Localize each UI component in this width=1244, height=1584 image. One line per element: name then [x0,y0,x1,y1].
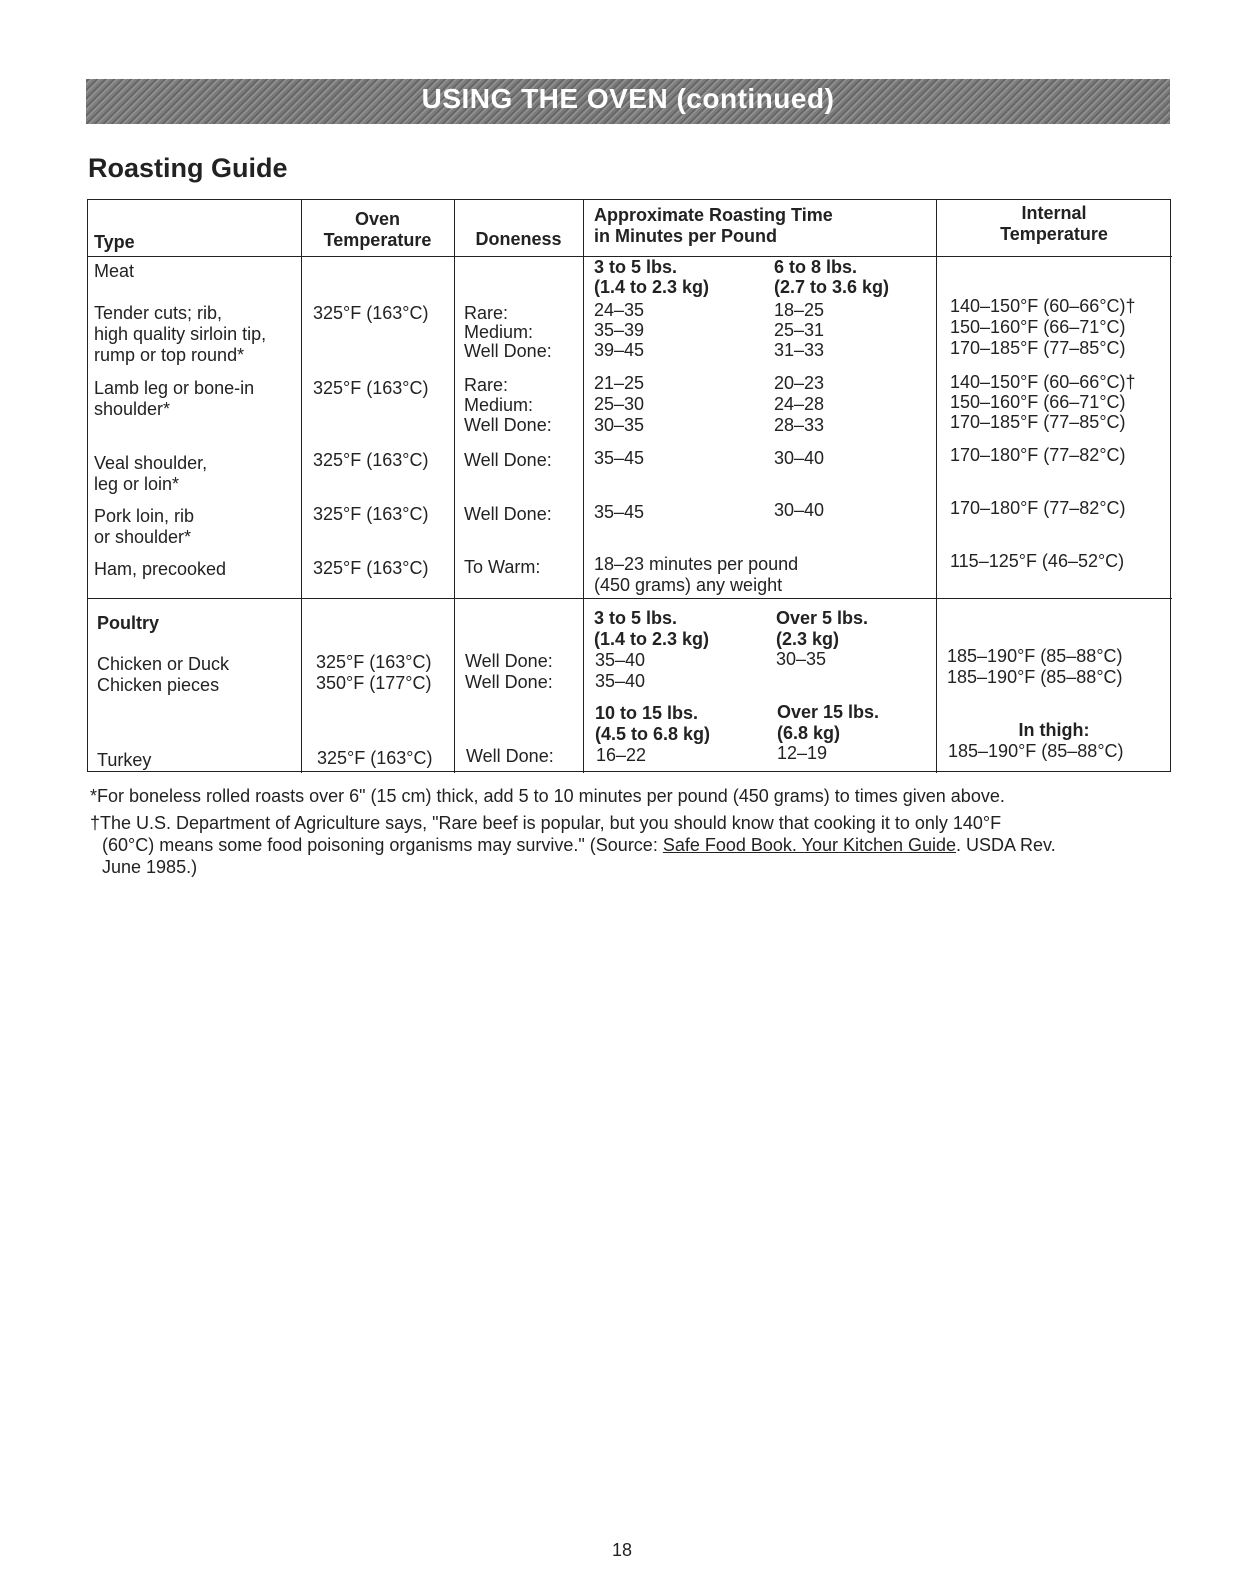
internal-thigh-label: In thigh: [1018,720,1090,740]
doneness-pork: Well Done: [464,504,552,524]
footnote-dagger-2c: . USDA Rev. [956,835,1056,855]
internal-ham: 115–125°F (46–52°C) [950,551,1125,571]
oven-pieces: 350°F (177°C) [316,673,432,693]
footnote-dagger-1: †The U.S. Department of Agriculture says, "Rare beef is popular, but you should know that cooking it to only 140°F [90,813,1002,833]
header-time-2: in Minutes per Pound [594,226,777,246]
time-tender-2a: 18–25 [774,300,825,320]
type-turkey: Turkey [97,750,152,770]
internal-chicken: 185–190°F (85–88°C) [947,646,1123,666]
time-turkey-2: 12–19 [777,743,828,763]
weight-poultry-2a: Over 5 lbs. [776,608,869,628]
oven-veal: 325°F (163°C) [313,450,429,470]
internal-tender-3: 170–185°F (77–85°C) [950,338,1126,358]
time-veal-2: 30–40 [774,448,825,468]
type-lamb-1: Lamb leg or bone-in [94,378,255,398]
source-title: Safe Food Book. Your Kitchen Guide [662,835,957,855]
time-lamb-1a: 21–25 [594,373,645,393]
weight-poultry-3b: (4.5 to 6.8 kg) [595,724,711,744]
internal-lamb-2: 150–160°F (66–71°C) [950,392,1126,412]
time-lamb-2a: 20–23 [774,373,825,393]
time-tender-1a: 24–35 [594,300,645,320]
doneness-pieces: Well Done: [465,672,553,692]
internal-tender-2: 150–160°F (66–71°C) [950,317,1126,337]
footnote-dagger-2 [102,835,1056,856]
time-chicken-2: 30–35 [776,649,827,669]
type-veal-2: leg or loin* [94,474,180,494]
weight-poultry-4b: (6.8 kg) [777,723,841,743]
weight-meat-1b: (1.4 to 2.3 kg) [594,277,710,297]
banner-title: USING THE OVEN (continued) [421,83,835,114]
internal-lamb-3: 170–185°F (77–85°C) [950,412,1126,432]
time-veal-1: 35–45 [594,448,645,468]
doneness-lamb-2: Medium: [464,395,534,415]
time-pork-1: 35–45 [594,502,645,522]
time-pork-2: 30–40 [774,500,825,520]
header-time-1: Approximate Roasting Time [594,205,833,225]
doneness-turkey: Well Done: [466,746,554,766]
weight-meat-1a: 3 to 5 lbs. [594,257,678,277]
weight-poultry-1b: (1.4 to 2.3 kg) [594,629,710,649]
header-doneness: Doneness [475,229,562,249]
oven-chicken: 325°F (163°C) [316,652,432,672]
oven-ham: 325°F (163°C) [313,558,429,578]
oven-turkey: 325°F (163°C) [317,748,433,768]
doneness-lamb-1: Rare: [464,375,509,395]
time-tender-2b: 25–31 [774,320,825,340]
weight-meat-2b: (2.7 to 3.6 kg) [774,277,890,297]
doneness-ham: To Warm: [464,557,541,577]
footnote-dagger-2a: (60°C) means some food poisoning organisms may survive." (Source: [102,835,663,855]
internal-turkey: 185–190°F (85–88°C) [948,741,1124,761]
time-lamb-1c: 30–35 [594,415,645,435]
header-internal-2: Temperature [1000,224,1108,244]
time-tender-1b: 35–39 [594,320,645,340]
doneness-lamb-3: Well Done: [464,415,552,435]
time-pieces-1: 35–40 [595,671,646,691]
time-chicken-1: 35–40 [595,650,646,670]
internal-pieces: 185–190°F (85–88°C) [947,667,1123,687]
doneness-tender-1: Rare: [464,303,509,323]
time-lamb-2c: 28–33 [774,415,825,435]
weight-poultry-4a: Over 15 lbs. [777,702,880,722]
internal-lamb-1: 140–150°F (60–66°C)† [950,372,1136,392]
header-internal-1: Internal [1021,203,1087,223]
type-veal-1: Veal shoulder, [94,453,208,473]
weight-poultry-3a: 10 to 15 lbs. [595,703,699,723]
time-ham-1: 18–23 minutes per pound [594,554,799,574]
time-tender-1c: 39–45 [594,340,645,360]
oven-tender: 325°F (163°C) [313,303,429,323]
header-oven-1: Oven [354,209,401,229]
type-pieces: Chicken pieces [97,675,220,695]
time-turkey-1: 16–22 [596,745,647,765]
time-lamb-1b: 25–30 [594,394,645,414]
internal-veal: 170–180°F (77–82°C) [950,445,1126,465]
type-ham: Ham, precooked [94,559,227,579]
doneness-tender-3: Well Done: [464,341,552,361]
type-pork-1: Pork loin, rib [94,506,195,526]
oven-pork: 325°F (163°C) [313,504,429,524]
category-meat: Meat [94,261,135,281]
header-oven-2: Temperature [323,230,432,250]
weight-poultry-2b: (2.3 kg) [776,629,840,649]
internal-pork: 170–180°F (77–82°C) [950,498,1126,518]
weight-meat-2a: 6 to 8 lbs. [774,257,858,277]
type-lamb-2: shoulder* [94,399,171,419]
doneness-chicken: Well Done: [465,651,553,671]
roasting-table [87,199,1171,772]
page-title: Roasting Guide [88,153,288,183]
internal-tender-1: 140–150°F (60–66°C)† [950,296,1136,316]
type-chicken: Chicken or Duck [97,654,230,674]
time-ham-2: (450 grams) any weight [594,575,783,595]
time-lamb-2b: 24–28 [774,394,825,414]
time-tender-2c: 31–33 [774,340,825,360]
doneness-veal: Well Done: [464,450,552,470]
type-tender-1: Tender cuts; rib, [94,303,223,323]
type-tender-2: high quality sirloin tip, [94,324,267,344]
type-tender-3: rump or top round* [94,345,245,365]
type-pork-2: or shoulder* [94,527,192,547]
category-poultry: Poultry [97,613,160,633]
page-number: 18 [611,1540,633,1560]
footnote-dagger-3: June 1985.) [102,857,198,877]
oven-lamb: 325°F (163°C) [313,378,429,398]
weight-poultry-1a: 3 to 5 lbs. [594,608,678,628]
section-banner [86,79,1170,124]
doneness-tender-2: Medium: [464,322,534,342]
header-type: Type [94,232,135,252]
footnote-star: *For boneless rolled roasts over 6" (15 cm) thick, add 5 to 10 minutes per pound (450 grams) to times given above. [90,786,1005,806]
